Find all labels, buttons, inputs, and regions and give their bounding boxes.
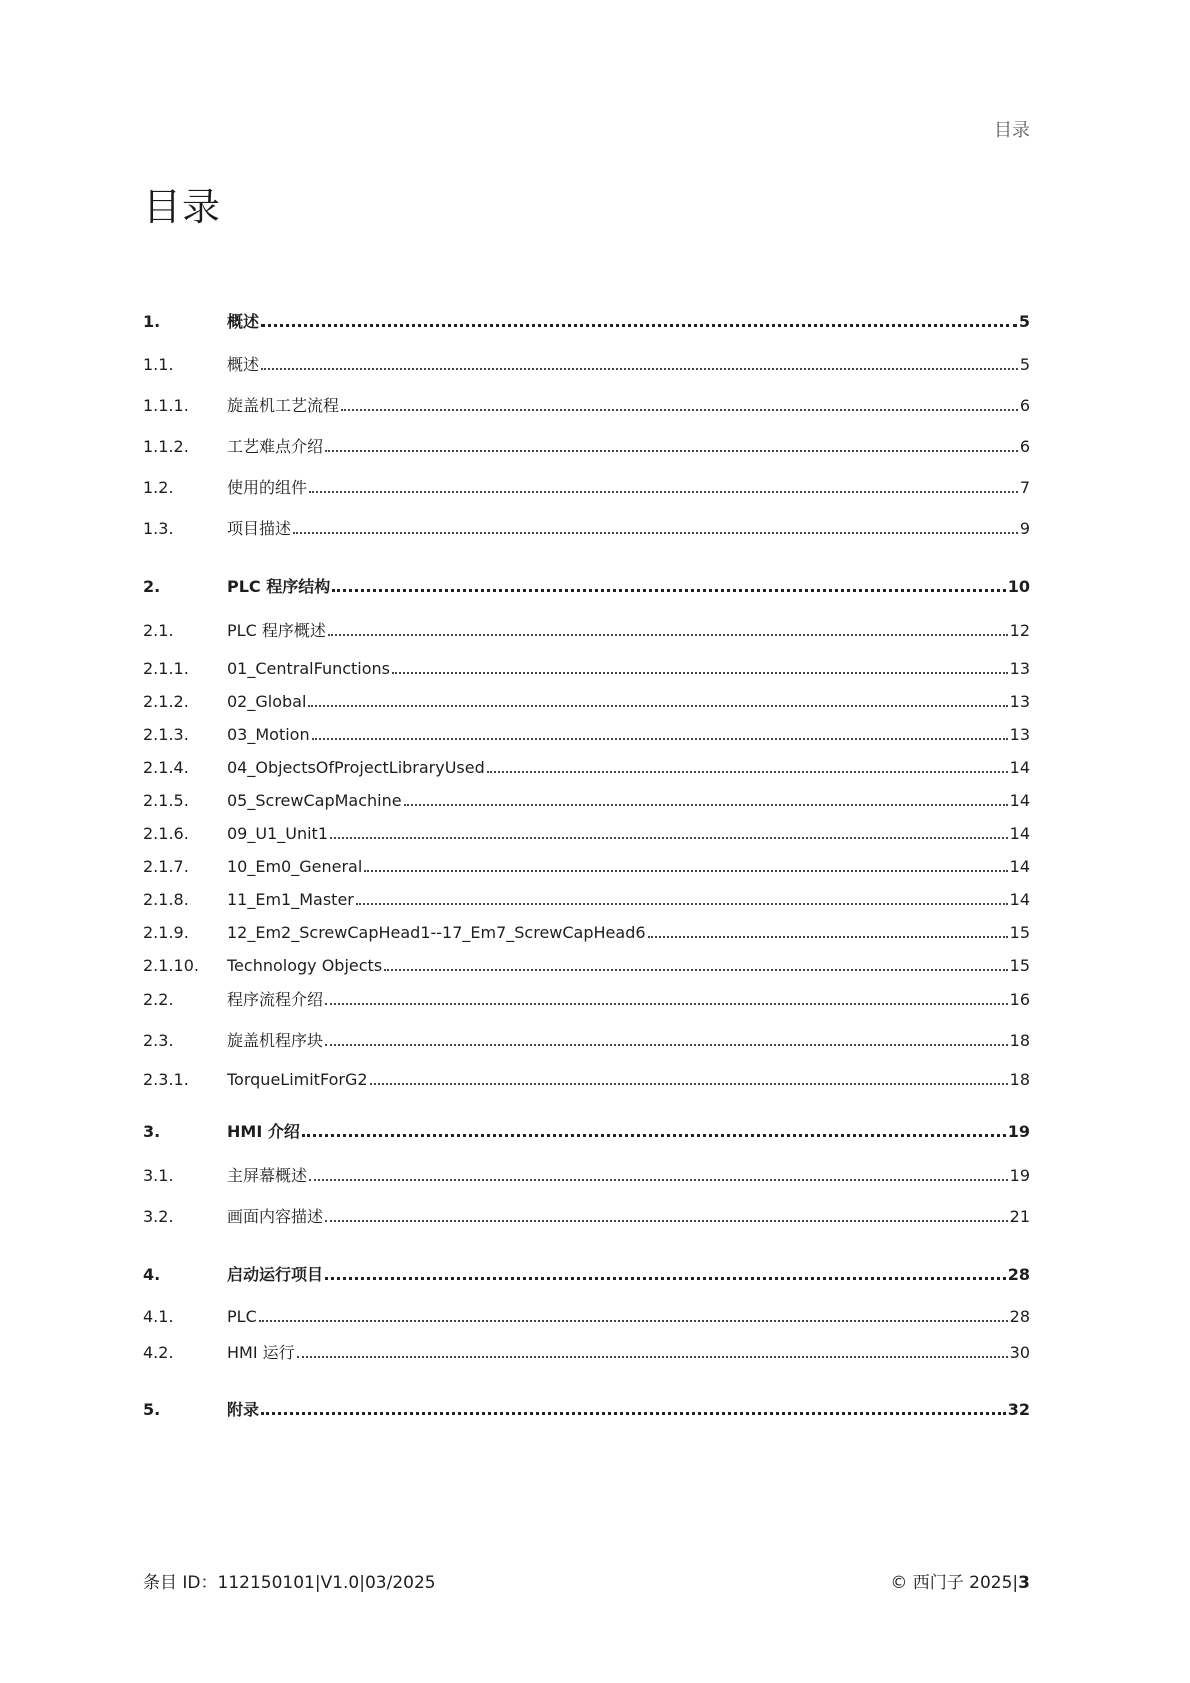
- toc-entry-number: 2.2.: [143, 990, 174, 1009]
- toc-dot-leader: [261, 1412, 1006, 1415]
- toc-entry-title: 使用的组件: [227, 478, 308, 497]
- toc-dot-leader: [404, 804, 1008, 806]
- toc-entry[interactable]: [143, 472, 1030, 498]
- toc-entry[interactable]: [143, 752, 1030, 778]
- toc-entry-title: HMI 介绍: [227, 1122, 300, 1141]
- toc-entry-number: 2.1.4.: [143, 758, 189, 777]
- toc-entry-number: 3.2.: [143, 1207, 174, 1226]
- toc-entry[interactable]: [143, 306, 1030, 332]
- toc-entry-title: PLC: [227, 1307, 257, 1326]
- toc-entry-title: 项目描述: [227, 519, 292, 538]
- toc-entry-title: 启动运行项目: [227, 1265, 324, 1284]
- toc-dot-leader: [293, 532, 1018, 534]
- toc-entry-number: 2.1.2.: [143, 692, 189, 711]
- toc-entry-number: 2.1.1.: [143, 659, 189, 678]
- toc-entry-title: 概述: [227, 355, 260, 374]
- toc-entry-title: 01_CentralFunctions: [227, 659, 391, 678]
- toc-entry-page: 12: [1009, 621, 1030, 640]
- toc-entry-title: 画面内容描述: [227, 1207, 324, 1226]
- running-header: 目录: [994, 120, 1030, 141]
- toc-entry[interactable]: [143, 851, 1030, 877]
- toc-entry-title: PLC 程序概述: [227, 621, 326, 640]
- toc-entry[interactable]: [143, 917, 1030, 943]
- toc-entry-page: 21: [1009, 1207, 1030, 1226]
- toc-entry-number: 1.2.: [143, 478, 174, 497]
- toc-entry-title: 10_Em0_General: [227, 857, 363, 876]
- toc-dot-leader: [309, 1179, 1008, 1181]
- toc-entry-title: PLC 程序结构: [227, 577, 331, 596]
- toc-entry-number: 1.1.1.: [143, 396, 189, 415]
- toc-entry[interactable]: [143, 349, 1030, 375]
- toc-entry[interactable]: [143, 1259, 1030, 1285]
- toc-dot-leader: [487, 771, 1008, 773]
- footer-copyright-text: © 西门子 2025|: [890, 1573, 1019, 1593]
- toc-entry-page: 14: [1009, 857, 1030, 876]
- toc-entry-page: 5: [1019, 355, 1030, 374]
- toc-entry-page: 15: [1009, 956, 1030, 975]
- toc-entry-title: 04_ObjectsOfProjectLibraryUsed: [227, 758, 485, 777]
- toc-entry-page: 13: [1009, 725, 1030, 744]
- toc-entry[interactable]: [143, 653, 1030, 679]
- toc-entry-number: 1.1.2.: [143, 437, 189, 456]
- toc-dot-leader: [259, 1320, 1008, 1322]
- toc-entry[interactable]: [143, 950, 1030, 976]
- toc-entry-title: 09_U1_Unit1: [227, 824, 328, 843]
- toc-entry-number: 2.3.: [143, 1031, 174, 1050]
- footer-page-number: 3: [1018, 1573, 1030, 1593]
- toc-entry-page: 14: [1009, 890, 1030, 909]
- toc-dot-leader: [648, 936, 1008, 938]
- toc-dot-leader: [261, 324, 1017, 327]
- toc-entry[interactable]: [143, 1201, 1030, 1227]
- toc-entry[interactable]: [143, 390, 1030, 416]
- toc-entry[interactable]: [143, 884, 1030, 910]
- toc-dot-leader: [309, 491, 1018, 493]
- toc-entry-title: 旋盖机工艺流程: [227, 396, 340, 415]
- toc-entry-page: 13: [1009, 692, 1030, 711]
- toc-entry-page: 19: [1007, 1122, 1030, 1141]
- toc-entry-number: 2.1.7.: [143, 857, 189, 876]
- toc-entry-page: 9: [1019, 519, 1030, 538]
- toc-entry-page: 6: [1019, 396, 1030, 415]
- toc-dot-leader: [364, 870, 1007, 872]
- toc-entry-page: 18: [1009, 1031, 1030, 1050]
- toc-entry[interactable]: [143, 1394, 1030, 1420]
- toc-entry-title: 概述: [227, 312, 260, 331]
- toc-dot-leader: [325, 1003, 1008, 1005]
- toc-entry-number: 2.1.9.: [143, 923, 189, 942]
- toc-entry-page: 30: [1009, 1343, 1030, 1362]
- toc-entry-page: 10: [1007, 577, 1030, 596]
- toc-dot-leader: [302, 1134, 1006, 1137]
- toc-entry-number: 1.1.: [143, 355, 174, 374]
- footer-entry-id: 条目 ID：112150101|V1.0|03/2025: [143, 1573, 436, 1593]
- toc-dot-leader: [392, 672, 1008, 674]
- toc-entry-title: 程序流程介绍: [227, 990, 324, 1009]
- toc-entry[interactable]: [143, 1301, 1030, 1327]
- toc-entry-page: 14: [1009, 791, 1030, 810]
- toc-entry-title: 12_Em2_ScrewCapHead1--17_Em7_ScrewCapHead6: [227, 923, 646, 942]
- toc-entry-number: 1.3.: [143, 519, 174, 538]
- toc-entry-page: 13: [1009, 659, 1030, 678]
- toc-entry-page: 32: [1007, 1400, 1030, 1419]
- toc-entry[interactable]: [143, 1025, 1030, 1051]
- toc-entry[interactable]: [143, 785, 1030, 811]
- toc-entry[interactable]: [143, 513, 1030, 539]
- toc-dot-leader: [325, 450, 1018, 452]
- toc-entry-page: 28: [1007, 1265, 1030, 1284]
- toc-entry-number: 4.2.: [143, 1343, 174, 1362]
- page-title: 目录: [143, 185, 222, 229]
- toc-entry-title: TorqueLimitForG2: [227, 1070, 368, 1089]
- toc-entry-page: 28: [1009, 1307, 1030, 1326]
- toc-dot-leader: [308, 705, 1007, 707]
- toc-dot-leader: [356, 903, 1008, 905]
- toc-dot-leader: [325, 1220, 1008, 1222]
- toc-entry-title: 11_Em1_Master: [227, 890, 354, 909]
- footer-copyright: [890, 1568, 1030, 1593]
- toc-dot-leader: [297, 1356, 1008, 1358]
- toc-entry-number: 2.1.3.: [143, 725, 189, 744]
- toc-entry[interactable]: [143, 719, 1030, 745]
- toc-entry[interactable]: [143, 1064, 1030, 1090]
- toc-entry-page: 18: [1009, 1070, 1030, 1089]
- toc-entry-number: 2.3.1.: [143, 1070, 189, 1089]
- toc-entry-title: 02_Global: [227, 692, 307, 711]
- toc-entry-page: 15: [1009, 923, 1030, 942]
- toc-entry-page: 6: [1019, 437, 1030, 456]
- toc-entry-title: 03_Motion: [227, 725, 310, 744]
- toc-entry-number: 3.1.: [143, 1166, 174, 1185]
- toc-entry-number: 2.: [143, 577, 161, 596]
- toc-entry-number: 4.1.: [143, 1307, 174, 1326]
- toc-dot-leader: [261, 368, 1018, 370]
- toc-entry-page: 5: [1018, 312, 1030, 331]
- toc-entry-title: Technology Objects: [227, 956, 383, 975]
- toc-entry-number: 2.1.10.: [143, 956, 199, 975]
- toc-entry[interactable]: [143, 1337, 1030, 1363]
- toc-entry-title: HMI 运行: [227, 1343, 295, 1362]
- toc-dot-leader: [332, 589, 1005, 592]
- toc-entry[interactable]: [143, 1116, 1030, 1142]
- toc-entry[interactable]: [143, 615, 1030, 641]
- toc-entry-number: 2.1.: [143, 621, 174, 640]
- toc-entry-number: 5.: [143, 1400, 161, 1419]
- toc-dot-leader: [325, 1277, 1006, 1280]
- toc-entry-number: 2.1.6.: [143, 824, 189, 843]
- toc-entry-page: 7: [1019, 478, 1030, 497]
- toc-entry-number: 2.1.5.: [143, 791, 189, 810]
- toc-entry-page: 16: [1009, 990, 1030, 1009]
- toc-entry-number: 1.: [143, 312, 161, 331]
- toc-entry-title: 主屏幕概述: [227, 1166, 308, 1185]
- toc-entry-page: 14: [1009, 824, 1030, 843]
- toc-entry-page: 19: [1009, 1166, 1030, 1185]
- toc-dot-leader: [328, 634, 1008, 636]
- toc-entry-page: 14: [1009, 758, 1030, 777]
- toc-entry-number: 4.: [143, 1265, 161, 1284]
- toc-entry-title: 旋盖机程序块: [227, 1031, 324, 1050]
- toc-entry[interactable]: [143, 571, 1030, 597]
- toc-entry[interactable]: [143, 431, 1030, 457]
- toc-dot-leader: [370, 1083, 1008, 1085]
- toc-entry[interactable]: [143, 686, 1030, 712]
- toc-entry-title: 05_ScrewCapMachine: [227, 791, 402, 810]
- toc-entry-number: 3.: [143, 1122, 161, 1141]
- toc-entry[interactable]: [143, 818, 1030, 844]
- toc-entry-title: 工艺难点介绍: [227, 437, 324, 456]
- toc-dot-leader: [325, 1044, 1008, 1046]
- toc-entry[interactable]: [143, 984, 1030, 1010]
- toc-dot-leader: [312, 738, 1008, 740]
- toc-dot-leader: [384, 969, 1007, 971]
- toc-entry-number: 2.1.8.: [143, 890, 189, 909]
- toc-dot-leader: [341, 409, 1018, 411]
- toc-dot-leader: [330, 837, 1008, 839]
- toc-entry-title: 附录: [227, 1400, 260, 1419]
- toc-entry[interactable]: [143, 1160, 1030, 1186]
